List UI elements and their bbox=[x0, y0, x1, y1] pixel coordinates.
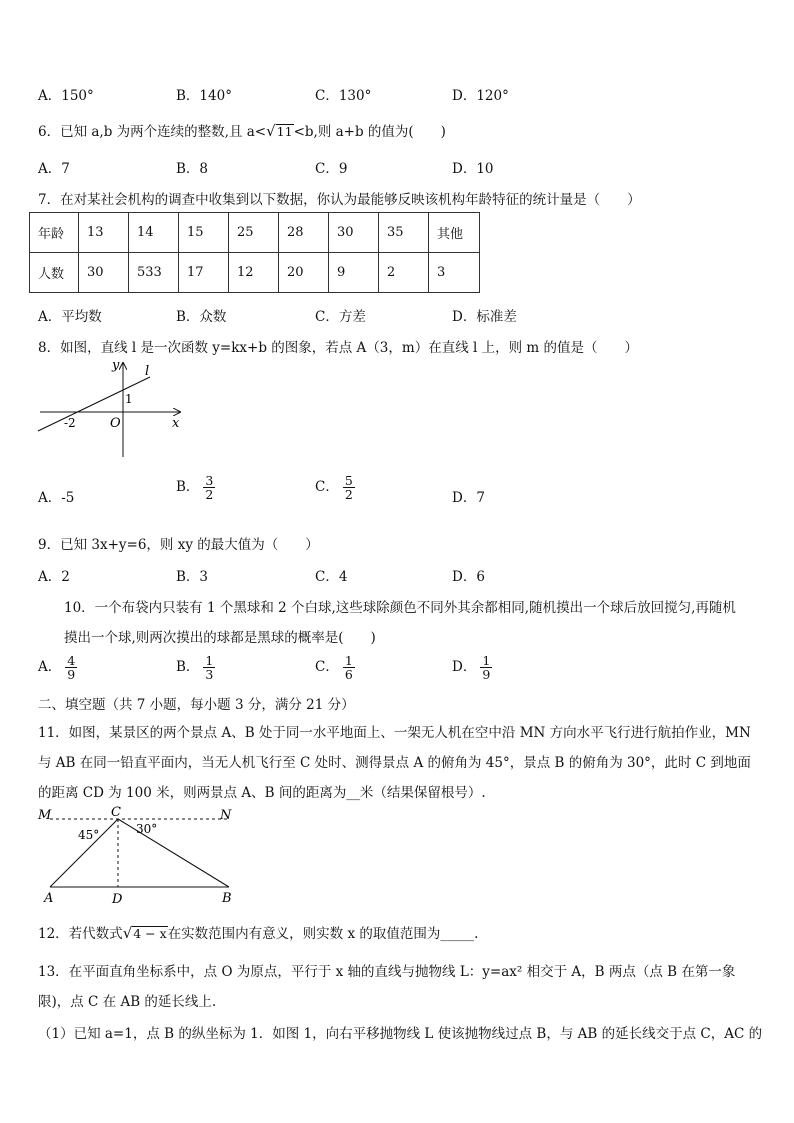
q9-option-c: C．4 bbox=[315, 569, 348, 585]
y-intercept-label: 1 bbox=[125, 392, 133, 406]
q5-option-d: D．120° bbox=[452, 88, 509, 104]
q8-option-c-label: C． bbox=[315, 479, 339, 496]
q12-stem-text-before: 12．若代数式 bbox=[38, 926, 123, 942]
table-cell: 人数 bbox=[30, 253, 79, 293]
fraction-denominator: 9 bbox=[482, 667, 491, 683]
q6-stem-text-before: 6．已知 a,b 为两个连续的整数,且 a< bbox=[38, 124, 267, 140]
q7-option-a: A．平均数 bbox=[38, 309, 102, 325]
table-cell: 其他 bbox=[429, 213, 480, 253]
q8-line-graph bbox=[34, 355, 194, 461]
point-n-label: N bbox=[220, 808, 232, 823]
q7-option-b: B．众数 bbox=[176, 309, 227, 325]
point-b-label: B bbox=[222, 891, 232, 906]
q10-option-b bbox=[176, 654, 215, 681]
origin-label: O bbox=[110, 416, 121, 431]
section-title: 二、填空题（共 7 小题，每小题 3 分，满分 21 分） bbox=[38, 697, 355, 713]
q7-table-row-count bbox=[30, 253, 480, 293]
fraction-numerator: 4 bbox=[67, 653, 76, 668]
q6-radicand: 11 bbox=[276, 124, 293, 140]
q7-option-c: C．方差 bbox=[315, 309, 366, 325]
table-cell: 35 bbox=[379, 213, 429, 253]
table-cell: 20 bbox=[279, 253, 329, 293]
q6-radical: √ 11 bbox=[266, 122, 293, 140]
q12-stem-text-after: 在实数范围内有意义，则实数 x 的取值范围为_____. bbox=[167, 926, 479, 942]
fraction-denominator: 6 bbox=[344, 667, 353, 683]
fraction-numerator: 1 bbox=[205, 653, 214, 668]
q6-stem bbox=[38, 120, 446, 140]
table-cell: 30 bbox=[329, 213, 379, 253]
x-intercept-label: -2 bbox=[64, 416, 76, 430]
fraction-denominator: 9 bbox=[67, 667, 76, 683]
q13-stem-line2: 限)，点 C 在 AB 的延长线上. bbox=[38, 994, 217, 1010]
q8-option-a: A．-5 bbox=[38, 490, 75, 506]
fraction-numerator: 1 bbox=[344, 653, 353, 668]
table-cell: 13 bbox=[79, 213, 129, 253]
line-l bbox=[38, 377, 150, 431]
angle-30-label: 30° bbox=[136, 822, 158, 836]
fraction-denominator: 2 bbox=[205, 487, 214, 503]
table-cell: 12 bbox=[229, 253, 279, 293]
q12-radical: √ 4 − x bbox=[122, 924, 167, 942]
q5-option-a: A．150° bbox=[38, 88, 94, 104]
table-cell: 15 bbox=[179, 213, 229, 253]
table-cell: 30 bbox=[79, 253, 129, 293]
fraction-denominator: 3 bbox=[205, 667, 214, 683]
q7-table-row-age bbox=[30, 213, 480, 253]
q10-stem-line2: 摸出一个球,则两次摸出的球都是黑球的概率是( ) bbox=[64, 630, 376, 646]
q11-stem-line2: 与 AB 在同一铅直平面内，当无人机飞行至 C 处时、测得景点 A 的俯角为 45°，景点 B 的俯角为 30°，此时 C 到地面 bbox=[38, 755, 751, 771]
q10-option-a bbox=[38, 654, 77, 681]
q10-stem-line1: 10．一个布袋内只装有 1 个黑球和 2 个白球,这些球除颜色不同外其余都相同,随机摸出一个球后放回搅匀,再随机 bbox=[64, 600, 736, 616]
q10-option-c bbox=[315, 654, 355, 681]
fraction bbox=[343, 654, 355, 681]
table-cell: 25 bbox=[229, 213, 279, 253]
q11-triangle-figure bbox=[36, 804, 246, 906]
fraction-numerator: 1 bbox=[482, 653, 491, 668]
q7-option-d: D．标准差 bbox=[452, 309, 517, 325]
q6-option-b: B．8 bbox=[176, 161, 209, 177]
table-cell: 28 bbox=[279, 213, 329, 253]
fraction bbox=[65, 654, 77, 681]
q12-stem bbox=[38, 922, 478, 942]
q7-data-table bbox=[29, 212, 480, 293]
q9-option-d: D．6 bbox=[452, 569, 485, 585]
q10-option-a-label: A． bbox=[38, 659, 62, 676]
x-axis-label: x bbox=[172, 416, 180, 431]
fraction-numerator: 3 bbox=[205, 473, 214, 488]
q10-option-c-label: C． bbox=[315, 659, 339, 676]
point-c-label: C bbox=[111, 805, 121, 820]
table-cell: 9 bbox=[329, 253, 379, 293]
q8-option-b bbox=[176, 474, 215, 501]
q8-option-b-label: B． bbox=[176, 479, 200, 496]
y-axis-label: y bbox=[112, 358, 120, 373]
q10-option-d-label: D． bbox=[452, 659, 477, 676]
q6-option-d: D．10 bbox=[452, 161, 494, 177]
point-d-label: D bbox=[112, 892, 123, 906]
q10-option-d bbox=[452, 654, 492, 681]
q6-option-a: A．7 bbox=[38, 161, 70, 177]
q5-option-b: B．140° bbox=[176, 88, 232, 104]
table-cell: 17 bbox=[179, 253, 229, 293]
q10-option-b-label: B． bbox=[176, 659, 200, 676]
q9-option-a: A．2 bbox=[38, 569, 70, 585]
q11-stem-line3: 的距离 CD 为 100 米，则两景点 A、B 间的距离为__米（结果保留根号）. bbox=[38, 785, 486, 801]
q5-option-c: C．130° bbox=[315, 88, 372, 104]
table-cell: 3 bbox=[429, 253, 480, 293]
q6-option-c: C．9 bbox=[315, 161, 348, 177]
table-cell: 533 bbox=[129, 253, 179, 293]
angle-45-label: 45° bbox=[78, 828, 100, 842]
q7-stem: 7．在对某社会机构的调查中收集到以下数据，你认为最能够反映该机构年龄特征的统计量是（ ） bbox=[38, 192, 641, 208]
line-l-label: l bbox=[145, 364, 150, 379]
point-m-label: M bbox=[38, 808, 52, 823]
point-a-label: A bbox=[44, 891, 54, 906]
line-cb bbox=[118, 819, 229, 887]
table-cell: 2 bbox=[379, 253, 429, 293]
q9-stem: 9．已知 3x+y=6，则 xy 的最大值为（ ） bbox=[38, 537, 319, 553]
table-cell: 年龄 bbox=[30, 213, 79, 253]
fraction bbox=[203, 654, 215, 681]
q6-stem-text-after: <b,则 a+b 的值为( ) bbox=[293, 124, 446, 140]
fraction-denominator: 2 bbox=[344, 487, 353, 503]
q8-stem: 8．如图，直线 l 是一次函数 y=kx+b 的图象，若点 A（3，m）在直线 l 上，则 m 的值是（ ） bbox=[38, 340, 638, 356]
fraction-numerator: 5 bbox=[344, 473, 353, 488]
q13-part1-line: （1）已知 a=1，点 B 的纵坐标为 1．如图 1，向右平移抛物线 L 使该抛物线过点 B，与 AB 的延长线交于点 C，AC 的 bbox=[38, 1026, 763, 1042]
q9-option-b: B．3 bbox=[176, 569, 209, 585]
fraction bbox=[480, 654, 492, 681]
table-cell: 14 bbox=[129, 213, 179, 253]
q11-stem-line1: 11．如图，某景区的两个景点 A、B 处于同一水平地面上、一架无人机在空中沿 MN 方向水平飞行进行航拍作业，MN bbox=[38, 725, 751, 741]
q13-stem-line1: 13．在平面直角坐标系中，点 O 为原点，平行于 x 轴的直线与抛物线 L：y=ax² 相交于 A，B 两点（点 B 在第一象 bbox=[38, 964, 736, 980]
fraction bbox=[203, 474, 215, 501]
fraction bbox=[343, 474, 355, 501]
q8-option-c bbox=[315, 474, 355, 501]
q12-radicand: 4 − x bbox=[133, 926, 167, 942]
q8-option-d: D．7 bbox=[452, 490, 485, 506]
